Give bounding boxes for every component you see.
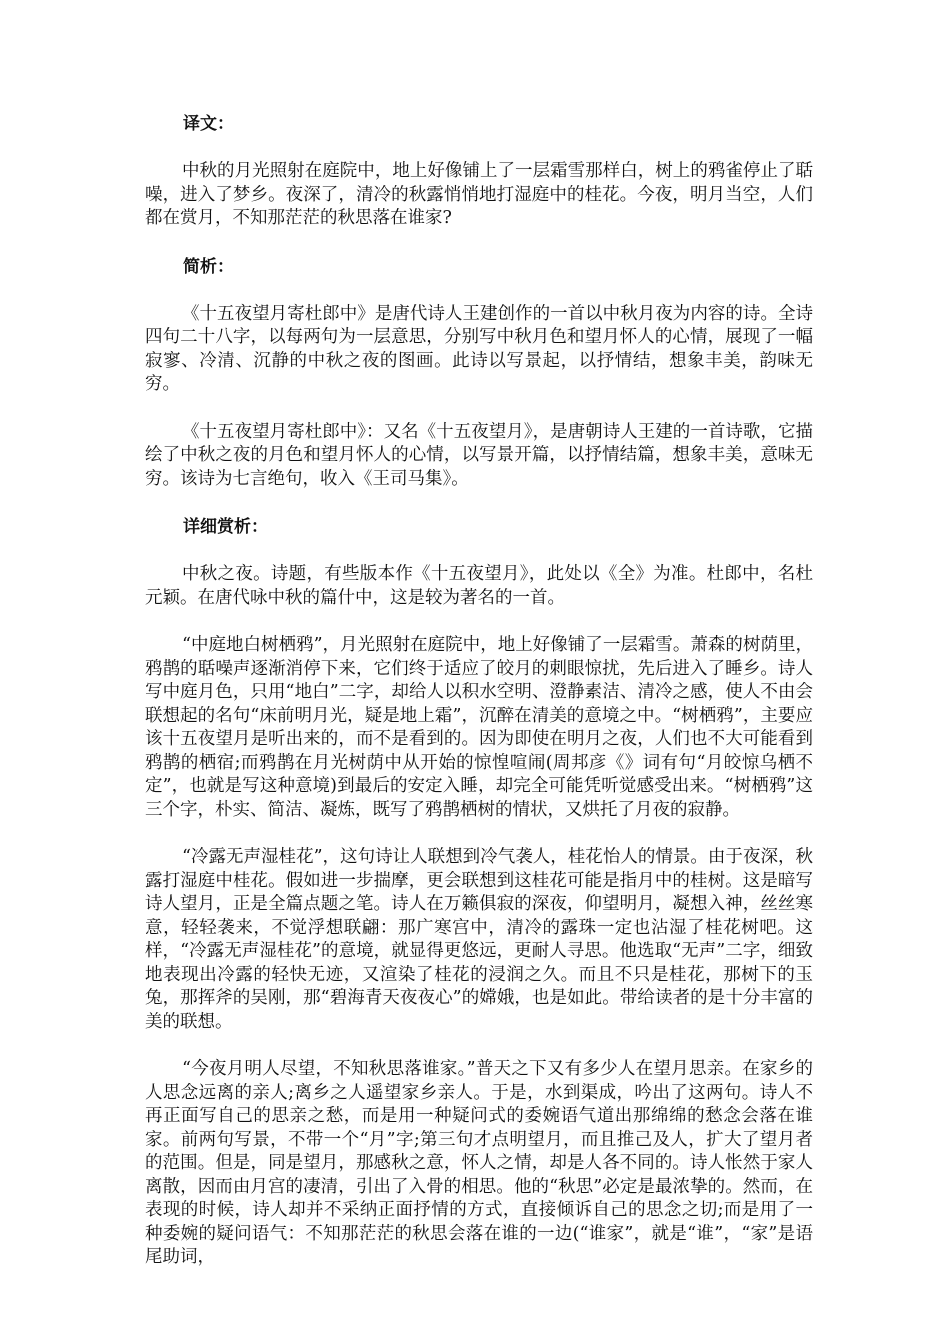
detailed-analysis-paragraph-2: “中庭地白树栖鸦”，月光照射在庭院中，地上好像铺了一层霜雪。萧森的树荫里，鸦鹊的聒噪声逐渐消停下来，它们终于适应了皎月的刺眼惊扰，先后进入了睡乡。诗人写中庭月色，只用“地白”二字，却给人以积水空明、澄静素洁、清冷之感，使人不由会联想起的名句“床前明月光，疑是地上霜”，沉醉在清美的意境之中。“树栖鸦”，主要应该十五夜望月是听出来的，而不是看到的。因为即使在明月之夜，人们也不大可能看到鸦鹊的栖宿;而鸦鹊在月光树荫中从开始的惊惶喧闹(周邦彦《》词有句“月皎惊乌栖不定”，也就是写这种意境)到最后的安定入睡，却完全可能凭听觉感受出来。“树栖鸦”这三个字，朴实、简洁、凝炼，既写了鸦鹊栖树的情状，又烘托了月夜的寂静。 bbox=[145, 635, 813, 820]
brief-analysis-paragraph-2: 《十五夜望月寄杜郎中》：又名《十五夜望月》，是唐朝诗人王建的一首诗歌，它描绘了中秋之夜的月色和望月怀人的心情，以写景开篇，以抒情结篇，想象丰美，意味无穷。该诗为七言绝句，收入《王司马集》。 bbox=[145, 421, 813, 489]
detailed-analysis-paragraph-3: “冷露无声湿桂花”，这句诗让人联想到冷气袭人，桂花怡人的情景。由于夜深，秋露打湿庭中桂花。假如进一步揣摩，更会联想到这桂花可能是指月中的桂树。这是暗写诗人望月，正是全篇点题之笔。诗人在万籁俱寂的深夜，仰望明月，凝想入神，丝丝寒意，轻轻袭来，不觉浮想联翩：那广寒宫中，清冷的露珠一定也沾湿了桂花树吧。这样，“冷露无声湿桂花”的意境，就显得更悠远，更耐人寻思。他选取“无声”二字，细致地表现出冷露的轻快无迹，又渲染了桂花的浸润之久。而且不只是桂花，那树下的玉兔，那挥斧的吴刚，那“碧海青天夜夜心”的嫦娥，也是如此。带给读者的是十分丰富的美的联想。 bbox=[145, 847, 813, 1032]
section-heading-brief-analysis: 简析： bbox=[183, 256, 234, 277]
translation-paragraph: 中秋的月光照射在庭院中，地上好像铺上了一层霜雪那样白，树上的鸦雀停止了聒噪，进入了梦乡。夜深了，清冷的秋露悄悄地打湿庭中的桂花。今夜，明月当空，人们都在赏月，不知那茫茫的秋思落在谁家? bbox=[145, 161, 813, 228]
section-heading-detailed-analysis: 详细赏析： bbox=[183, 517, 268, 537]
detailed-analysis-paragraph-1: 中秋之夜。诗题，有些版本作《十五夜望月》，此处以《全》为准。杜郎中，名杜元颖。在唐代咏中秋的篇什中，这是较为著名的一首。 bbox=[145, 564, 813, 608]
document-page bbox=[145, 112, 813, 1270]
section-heading-translation: 译文： bbox=[183, 114, 234, 134]
detailed-analysis-paragraph-4: “今夜月明人尽望，不知秋思落谁家。”普天之下又有多少人在望月思亲。在家乡的人思念远离的亲人;离乡之人遥望家乡亲人。于是，水到渠成，吟出了这两句。诗人不再正面写自己的思亲之愁，而是用一种疑问式的委婉语气道出那绵绵的愁念会落在谁家。前两句写景，不带一个“月”字;第三句才点明望月，而且推己及人，扩大了望月者的范围。但是，同是望月，那感秋之意，怀人之情，却是人各不同的。诗人怅然于家人离散，因而由月宫的凄清，引出了入骨的相思。他的“秋思”必定是最浓挚的。然而，在表现的时候，诗人却并不采纳正面抒情的方式，直接倾诉自己的思念之切;而是用了一种委婉的疑问语气：不知那茫茫的秋思会落在谁的一边(“谁家”，就是“谁”，“家”是语尾助词， bbox=[145, 1059, 813, 1267]
brief-analysis-paragraph-1: 《十五夜望月寄杜郎中》是唐代诗人王建创作的一首以中秋月夜为内容的诗。全诗四句二十八字，以每两句为一层意思，分别写中秋月色和望月怀人的心情，展现了一幅寂寥、冷清、沉静的中秋之夜的图画。此诗以写景起，以抒情结，想象丰美，韵味无穷。 bbox=[145, 303, 813, 394]
